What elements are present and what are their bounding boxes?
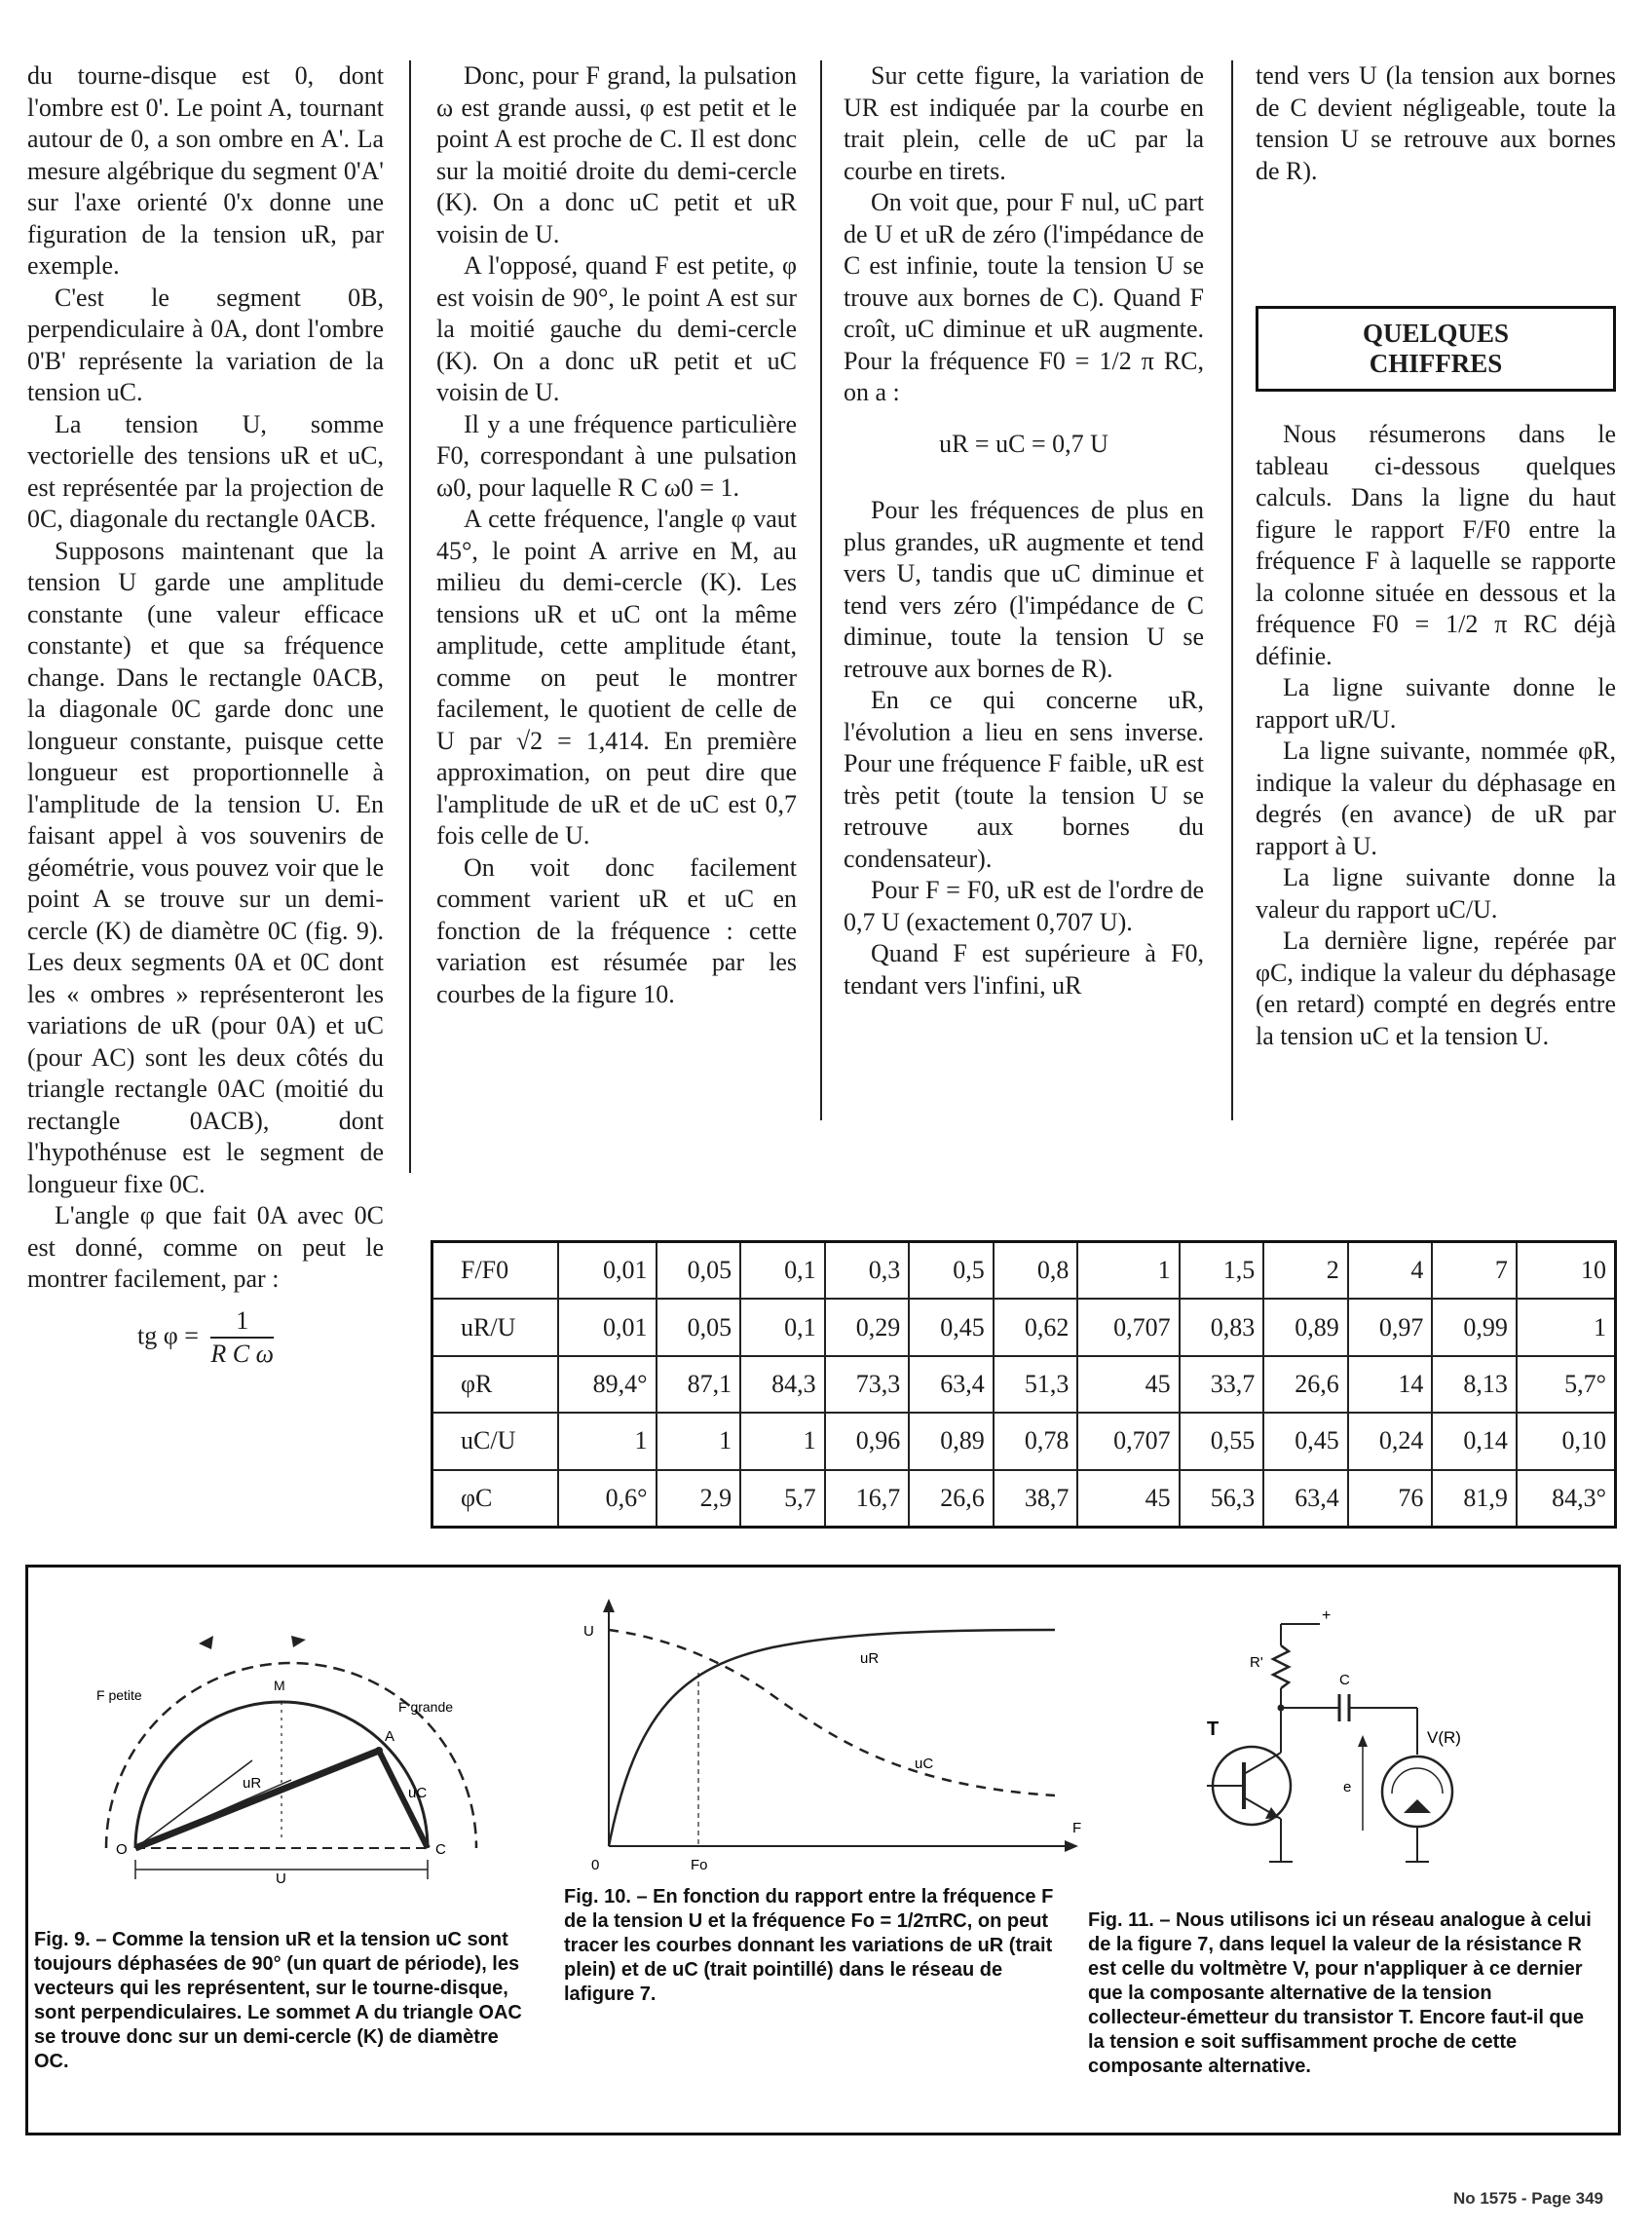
outer-arc bbox=[106, 1663, 476, 1848]
table-cell: 63,4 bbox=[1263, 1470, 1348, 1528]
table-cell: 1 bbox=[1517, 1299, 1616, 1355]
table-cell: 0,707 bbox=[1077, 1299, 1179, 1355]
x-axis-arrow-icon bbox=[1065, 1840, 1078, 1852]
table-cell: 51,3 bbox=[994, 1356, 1078, 1413]
table-cell: 81,9 bbox=[1432, 1470, 1517, 1528]
table-cell: 26,6 bbox=[909, 1470, 994, 1528]
table-cell: 0,89 bbox=[1263, 1299, 1348, 1355]
table-cell: 1 bbox=[558, 1413, 657, 1469]
paragraph: On voit donc facilement comment varient uR et uC en fonction de la fréquence : cette variation est résumée par les courbes de la figure 10. bbox=[436, 852, 797, 1008]
table-cell: 84,3 bbox=[740, 1356, 825, 1413]
label-o: O bbox=[116, 1841, 128, 1858]
table-cell: 1 bbox=[740, 1413, 825, 1469]
table-cell: 10 bbox=[1517, 1242, 1616, 1300]
section-heading: QUELQUES bbox=[1362, 319, 1510, 348]
fig10-chart bbox=[568, 1591, 1094, 1873]
ur-curve bbox=[609, 1630, 1055, 1846]
table-cell: 0,1 bbox=[740, 1242, 825, 1300]
table-cell: 33,7 bbox=[1180, 1356, 1264, 1413]
table-cell: 89,4° bbox=[558, 1356, 657, 1413]
paragraph: La ligne suivante donne le rapport uR/U. bbox=[1256, 673, 1616, 734]
table-cell: 2 bbox=[1263, 1242, 1348, 1300]
table-cell: 1 bbox=[1077, 1242, 1179, 1300]
table-cell: 45 bbox=[1077, 1356, 1179, 1413]
label-uc: uC bbox=[408, 1785, 428, 1801]
label-a: A bbox=[385, 1728, 395, 1745]
paragraph: La dernière ligne, repérée par φC, indique la valeur du déphasage (en retard) compté en degrés entre la tension uC et la tension U. bbox=[1256, 926, 1616, 1050]
label-r-prime: R' bbox=[1250, 1654, 1263, 1671]
table-row bbox=[432, 1242, 1616, 1300]
paragraph: Quand F est supérieure à F0, tendant vers l'infini, uR bbox=[844, 939, 1204, 1000]
table-cell: 0,99 bbox=[1432, 1299, 1517, 1355]
arrow-icon bbox=[199, 1636, 213, 1649]
table-cell: 7 bbox=[1432, 1242, 1517, 1300]
label-u: U bbox=[583, 1623, 594, 1640]
table-cell: 56,3 bbox=[1180, 1470, 1264, 1528]
table-cell: 63,4 bbox=[909, 1356, 994, 1413]
equation: uR = uC = 0,7 U bbox=[939, 429, 1108, 458]
label-c: C bbox=[435, 1841, 446, 1858]
table-cell: 0,78 bbox=[994, 1413, 1078, 1469]
section-heading-box bbox=[1256, 306, 1616, 392]
paragraph: Il y a une fréquence particulière F0, correspondant à une pulsation ω0, pour laquelle R C ω0 = 1. bbox=[436, 409, 797, 502]
label-uc: uC bbox=[915, 1756, 934, 1772]
row-label: φR bbox=[432, 1356, 558, 1413]
text-column-1 bbox=[27, 60, 384, 1371]
voltmeter-needle-icon bbox=[1404, 1799, 1431, 1813]
table-cell: 0,05 bbox=[657, 1242, 741, 1300]
table-cell: 73,3 bbox=[825, 1356, 910, 1413]
column-rule bbox=[1231, 60, 1233, 1120]
paragraph: C'est le segment 0B, perpendiculaire à 0A, dont l'ombre 0'B' représente la variation de la tension uC. bbox=[27, 283, 384, 406]
table-cell: 0,62 bbox=[994, 1299, 1078, 1355]
table-row bbox=[432, 1299, 1616, 1355]
table-row bbox=[432, 1413, 1616, 1469]
vector-ur bbox=[135, 1751, 379, 1848]
e-arrow-icon bbox=[1358, 1735, 1368, 1747]
table-cell: 0,6° bbox=[558, 1470, 657, 1528]
table-cell: 38,7 bbox=[994, 1470, 1078, 1528]
row-label: uC/U bbox=[432, 1413, 558, 1469]
label-ur: uR bbox=[860, 1650, 880, 1667]
table-cell: 0,05 bbox=[657, 1299, 741, 1355]
table-cell: 0,1 bbox=[740, 1299, 825, 1355]
table-cell: 0,83 bbox=[1180, 1299, 1264, 1355]
table-cell: 14 bbox=[1348, 1356, 1433, 1413]
resistor-r-prime bbox=[1273, 1645, 1289, 1688]
table-row bbox=[432, 1470, 1616, 1528]
table-cell: 0,24 bbox=[1348, 1413, 1433, 1469]
table-cell: 2,9 bbox=[657, 1470, 741, 1528]
label-f-grande: F grande bbox=[398, 1699, 454, 1715]
label-f: F bbox=[1072, 1820, 1082, 1836]
paragraph: Pour F = F0, uR est de l'ordre de 0,7 U (exactement 0,707 U). bbox=[844, 876, 1204, 936]
label-plus: + bbox=[1322, 1607, 1332, 1624]
paragraph: Donc, pour F grand, la pulsation ω est grande aussi, φ est petit et le point A est proche de C. Il est donc sur la moitié droite du demi-cercle (K). On a donc uC petit et uR voisin de U. bbox=[436, 61, 797, 248]
table-cell: 8,13 bbox=[1432, 1356, 1517, 1413]
paragraph: du tourne-disque est 0, dont l'ombre est 0'. Le point A, tournant autour de 0, a son ombre en A'. La mesure algébrique du segment 0'A' sur l'axe orienté 0'x donne une figuration de la tension uR, par exemple. bbox=[27, 61, 384, 280]
paragraph: On voit que, pour F nul, uC part de U et uR de zéro (l'impédance de C est infinie, toute la tension U se trouve aux bornes de C). Quand F croît, uC diminue et uR augmente. Pour la fréquence F0 = 1/2 π RC, on a : bbox=[844, 188, 1204, 406]
figures-frame bbox=[25, 1565, 1621, 2135]
table-cell: 5,7° bbox=[1517, 1356, 1616, 1413]
table-row bbox=[432, 1356, 1616, 1413]
paragraph: En ce qui concerne uR, l'évolution a lieu en sens inverse. Pour une fréquence F faible, uR est très petit (toute la tension U se retrouve aux bornes du condensateur). bbox=[844, 686, 1204, 873]
table-cell: 1,5 bbox=[1180, 1242, 1264, 1300]
label-f-petite: F petite bbox=[96, 1687, 142, 1703]
paragraph: Nous résumerons dans le tableau ci-dessous quelques calculs. Dans la ligne du haut figure le rapport F/F0 entre la fréquence F à laquelle se rapporte la colonne située en dessous et la fréquence F0 = 1/2 π RC déjà définie. bbox=[1256, 420, 1616, 670]
table-cell: 4 bbox=[1348, 1242, 1433, 1300]
section-heading: CHIFFRES bbox=[1369, 349, 1503, 378]
values-table bbox=[431, 1240, 1617, 1529]
fig11-circuit bbox=[1187, 1606, 1596, 1889]
table-cell: 0,96 bbox=[825, 1413, 910, 1469]
paragraph: tend vers U (la tension aux bornes de C devient négligeable, toute la tension U se retrouve aux bornes de R). bbox=[1256, 61, 1616, 185]
voltmeter-scale bbox=[1392, 1768, 1443, 1794]
table-cell: 0,707 bbox=[1077, 1413, 1179, 1469]
paragraph: Sur cette figure, la variation de UR est indiquée par la courbe en trait plein, celle de uC par la courbe en tirets. bbox=[844, 61, 1204, 185]
table-cell: 0,8 bbox=[994, 1242, 1078, 1300]
column-rule bbox=[820, 60, 822, 1120]
column-rule bbox=[409, 60, 411, 1173]
table-cell: 45 bbox=[1077, 1470, 1179, 1528]
label-f0: Fo bbox=[691, 1857, 708, 1873]
table-cell: 0,55 bbox=[1180, 1413, 1264, 1469]
table-cell: 0,89 bbox=[909, 1413, 994, 1469]
paragraph: Pour les fréquences de plus en plus grandes, uR augmente et tend vers U, tandis que uC diminue et tend vers zéro (l'impédance de C diminue, toute la tension U se retrouve aux bornes de R). bbox=[844, 496, 1204, 683]
values-table-body bbox=[432, 1242, 1616, 1528]
text-column-4 bbox=[1256, 60, 1616, 1052]
label-v: V(R) bbox=[1427, 1728, 1461, 1747]
table-cell: 0,97 bbox=[1348, 1299, 1433, 1355]
table-cell: 0,45 bbox=[909, 1299, 994, 1355]
table-cell: 84,3° bbox=[1517, 1470, 1616, 1528]
paragraph: A cette fréquence, l'angle φ vaut 45°, le point A arrive en M, au milieu du demi-cercle (K). Les tensions uR et uC ont la même amplitude, cette amplitude étant, comme on peut le montrer facilement, le quotient de celle de U par √2 = 1,414. En première approximation, on peut dire que l'amplitude de uR et de uC est 0,7 fois celle de U. bbox=[436, 505, 797, 850]
label-c: C bbox=[1339, 1672, 1350, 1688]
label-t: T bbox=[1207, 1719, 1220, 1740]
paragraph: La ligne suivante, nommée φR, indique la valeur du déphasage en degrés (en avance) de uR par rapport à U. bbox=[1256, 737, 1616, 860]
row-label: F/F0 bbox=[432, 1242, 558, 1300]
fig9-diagram bbox=[57, 1585, 506, 1907]
label-m: M bbox=[274, 1678, 285, 1693]
table-cell: 0,10 bbox=[1517, 1413, 1616, 1469]
paragraph: L'angle φ que fait 0A avec 0C est donné, comme on peut le montrer facilement, par : bbox=[27, 1201, 384, 1293]
paragraph: A l'opposé, quand F est petite, φ est voisin de 90°, le point A est sur la moitié gauche du demi-cercle (K). On a donc uR petit et uC voisin de U. bbox=[436, 251, 797, 406]
table-cell: 0,3 bbox=[825, 1242, 910, 1300]
paragraph: La tension U, somme vectorielle des tensions uR et uC, est représentée par la projection de 0C, diagonale du rectangle 0ACB. bbox=[27, 409, 384, 533]
table-cell: 16,7 bbox=[825, 1470, 910, 1528]
table-cell: 0,01 bbox=[558, 1299, 657, 1355]
table-cell: 0,5 bbox=[909, 1242, 994, 1300]
label-origin: 0 bbox=[591, 1857, 600, 1873]
fig11-caption: Fig. 11. – Nous utilisons ici un réseau analogue à celui de la figure 7, dans lequel la valeur de la résistance R est celle du voltmètre V, pour n'appliquer à ce dernier que la composante alternative de la tension collecteur-émetteur du transistor T. Encore faut-il que la tension e soit suffisamment proche de cette composante alternative. bbox=[1088, 1909, 1592, 2077]
table-cell: 87,1 bbox=[657, 1356, 741, 1413]
table-cell: 76 bbox=[1348, 1470, 1433, 1528]
fig10-caption: Fig. 10. – En fonction du rapport entre la fréquence F de la tension U et la fréquence Fo = 1/2πRC, on peut tracer les courbes donnant les variations de uR (trait plein) et de uC (trait pointillé) dans le réseau de lafigure 7. bbox=[564, 1886, 1054, 2005]
uc-curve bbox=[609, 1630, 1055, 1795]
y-axis-arrow-icon bbox=[603, 1599, 615, 1612]
emitter-arrow-icon bbox=[1265, 1807, 1279, 1819]
page-footer: No 1575 - Page 349 bbox=[1452, 2189, 1603, 2208]
table-cell: 1 bbox=[657, 1413, 741, 1469]
label-u: U bbox=[276, 1870, 286, 1887]
collector bbox=[1244, 1753, 1281, 1774]
arrow-icon bbox=[291, 1636, 306, 1647]
paragraph: La ligne suivante donne la valeur du rapport uC/U. bbox=[1256, 863, 1616, 924]
table-cell: 0,14 bbox=[1432, 1413, 1517, 1469]
label-e: e bbox=[1343, 1779, 1352, 1795]
table-cell: 0,45 bbox=[1263, 1413, 1348, 1469]
table-cell: 0,01 bbox=[558, 1242, 657, 1300]
table-cell: 26,6 bbox=[1263, 1356, 1348, 1413]
paragraph: Supposons maintenant que la tension U garde une amplitude constante (une valeur efficace constante) et que sa fréquence change. Dans le rectangle 0ACB, la diagonale 0C garde donc une longueur constante, puisque cette longueur est proportionnelle à l'amplitude de la tension U. En faisant appel à vos souvenirs de géométrie, vous pouvez voir que le point A se trouve sur un demi-cercle (K) de diamètre 0C (fig. 9). Les deux segments 0A et 0C dont les « ombres » représenteront les variations de uR (pour 0A) et uC (pour AC) sont les deux côtés du triangle rectangle 0AC (moitié du rectangle 0ACB), dont l'hypothénuse est le segment de longueur fixe 0C. bbox=[27, 536, 384, 1198]
tg-phi-formula: tg φ = $\frac{1}{\text{R C ω}}$ bbox=[137, 1305, 274, 1368]
table-cell: 5,7 bbox=[740, 1470, 825, 1528]
text-column-2 bbox=[436, 60, 797, 1010]
row-label: φC bbox=[432, 1470, 558, 1528]
fig9-caption: Fig. 9. – Comme la tension uR et la tension uC sont toujours déphasées de 90° (un quart de période), les vecteurs qui les représentent, sur le tourne-disque, sont perpendiculaires. Le sommet A du triangle OAC se trouve donc sur un demi-cercle (K) de diamètre OC. bbox=[34, 1929, 522, 2072]
text-column-3 bbox=[844, 60, 1204, 1001]
label-ur: uR bbox=[243, 1775, 262, 1792]
row-label: uR/U bbox=[432, 1299, 558, 1355]
point-a bbox=[375, 1747, 383, 1755]
table-cell: 0,29 bbox=[825, 1299, 910, 1355]
